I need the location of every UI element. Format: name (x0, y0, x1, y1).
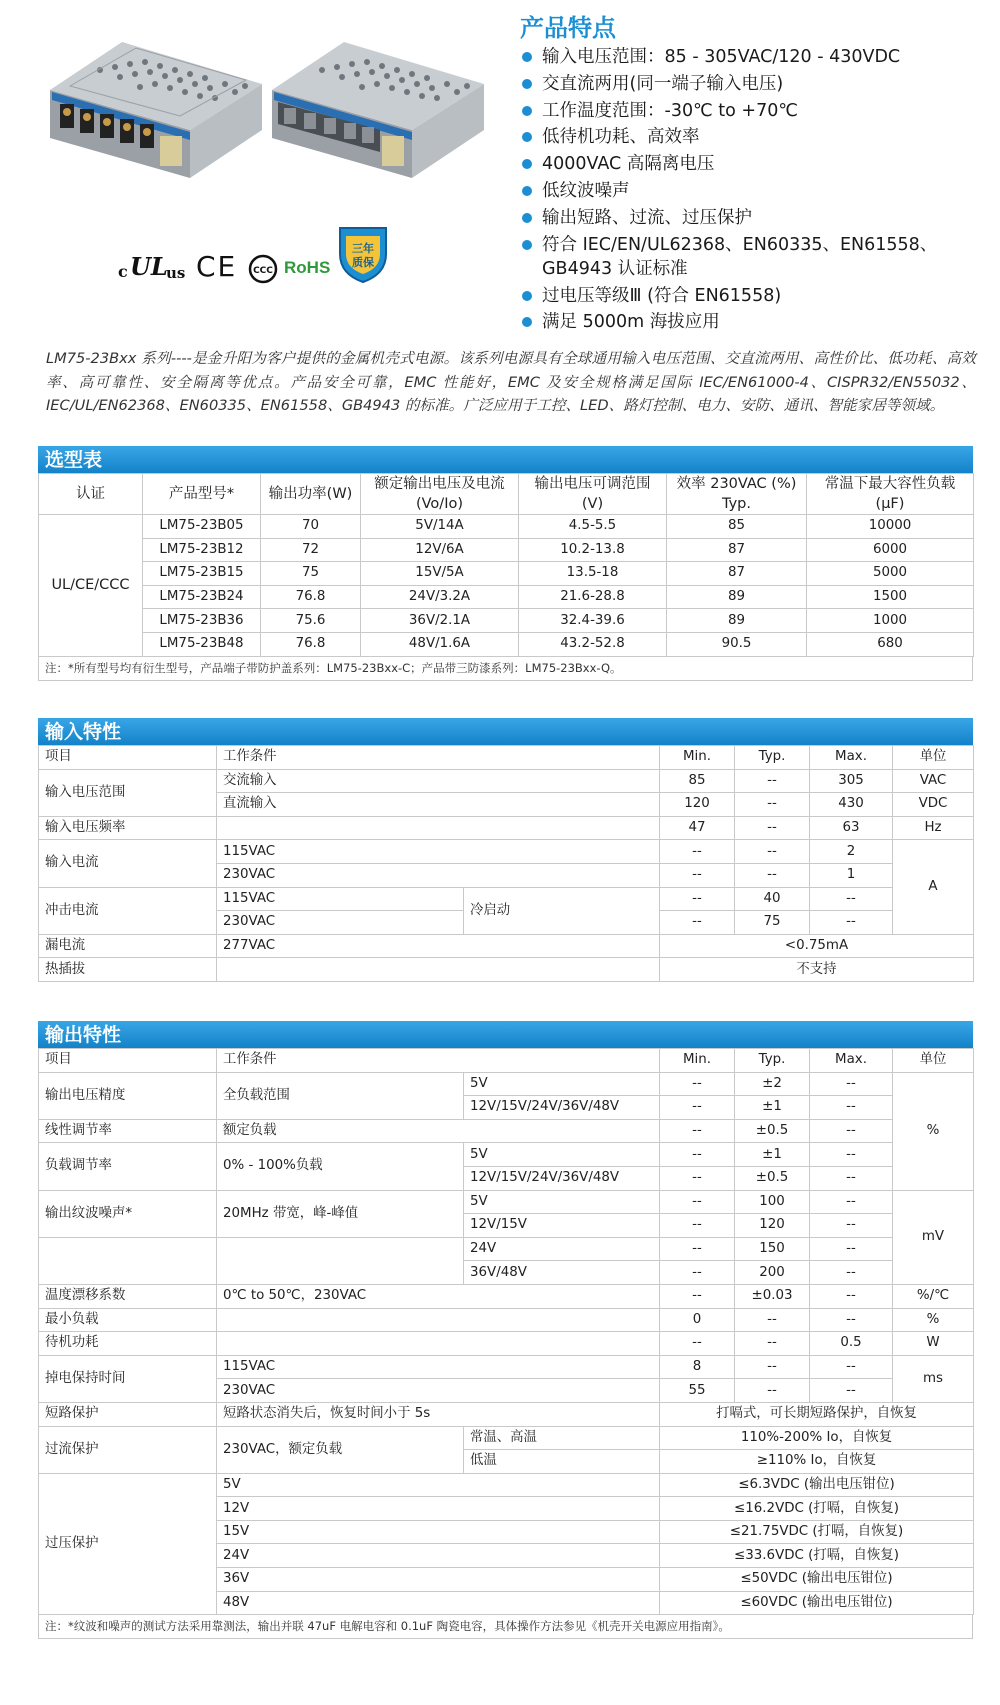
value-cell: ≤6.3VDC (输出电压钳位) (660, 1473, 974, 1497)
item-label: 线性调节率 (39, 1119, 217, 1143)
vo-io-cell: 48V/1.6A (361, 632, 519, 656)
item-label: 输入电压频率 (39, 816, 217, 840)
typ-cell: -- (735, 1355, 810, 1379)
typ-cell: ±2 (735, 1072, 810, 1096)
max-cell: -- (810, 1119, 893, 1143)
condition-cell: 全负载范围 (217, 1072, 464, 1119)
sub-condition-cell: 36V/48V (464, 1261, 660, 1285)
value-cell: ≤60VDC (输出电压钳位) (660, 1591, 974, 1615)
max-cell: -- (810, 1072, 893, 1096)
min-cell: -- (660, 1119, 735, 1143)
vo-io-cell: 5V/14A (361, 515, 519, 539)
efficiency-cell: 89 (667, 609, 807, 633)
item-label: 过压保护 (39, 1473, 217, 1615)
feature-item (520, 205, 990, 232)
power-cell: 72 (261, 538, 361, 562)
sub-condition-cell: 12V/15V/24V/36V/48V (464, 1096, 660, 1120)
header-max: Max. (810, 746, 893, 770)
typ-cell: -- (735, 1308, 810, 1332)
bullet-icon (522, 79, 532, 89)
min-cell: -- (660, 1332, 735, 1356)
selection-note: 注：*所有型号均有衍生型号，产品端子带防护盖系列：LM75-23Bxx-C；产品带三防漆系列：LM75-23Bxx-Q。 (38, 657, 973, 681)
vo-io-cell: 15V/5A (361, 562, 519, 586)
bullet-icon (522, 291, 532, 301)
condition-cell: 短路状态消失后，恢复时间小于 5s (217, 1402, 660, 1426)
min-cell: 0 (660, 1308, 735, 1332)
efficiency-cell: 85 (667, 515, 807, 539)
min-cell: -- (660, 863, 735, 887)
cap-load-cell: 680 (807, 632, 974, 656)
feature-text: 交直流两用(同一端子输入电压) (542, 73, 784, 94)
input-section (38, 718, 973, 982)
efficiency-cell: 87 (667, 538, 807, 562)
typ-cell: ±0.5 (735, 1166, 810, 1190)
features-title: 产品特点 (520, 14, 616, 42)
item-label: 掉电保持时间 (39, 1355, 217, 1402)
max-cell: -- (810, 1284, 893, 1308)
max-cell: 63 (810, 816, 893, 840)
table-row (39, 562, 974, 586)
min-cell: -- (660, 1143, 735, 1167)
sub-condition-cell: 常温、高温 (464, 1426, 660, 1450)
model-cell: LM75-23B48 (143, 632, 261, 656)
range-cell: 10.2-13.8 (519, 538, 667, 562)
max-cell: -- (810, 1214, 893, 1238)
feature-item (520, 44, 990, 71)
max-cell: 1 (810, 863, 893, 887)
bullet-icon (522, 213, 532, 223)
typ-cell: -- (735, 863, 810, 887)
unit-cell: %/℃ (893, 1284, 974, 1308)
max-cell: 430 (810, 793, 893, 817)
output-note: 注：*纹波和噪声的测试方法采用靠测法，输出并联 47uF 电解电容和 0.1uF 陶瓷电容，具体操作方法参见《机壳开关电源应用指南》。 (38, 1615, 973, 1639)
bullet-icon (522, 159, 532, 169)
table-row (39, 934, 974, 958)
typ-cell: -- (735, 1332, 810, 1356)
ul-mark: UL (130, 252, 168, 281)
sub-condition-cell: 12V/15V (464, 1214, 660, 1238)
item-label: 冲击电流 (39, 887, 217, 934)
feature-text: 工作温度范围：-30℃ to +70℃ (542, 100, 799, 121)
output-section (38, 1021, 973, 1639)
table-row (39, 515, 974, 539)
min-cell: -- (660, 1190, 735, 1214)
range-cell: 13.5-18 (519, 562, 667, 586)
max-cell: -- (810, 1379, 893, 1403)
vo-io-cell: 36V/2.1A (361, 609, 519, 633)
table-row (39, 1119, 974, 1143)
output-title: 输出特性 (38, 1021, 973, 1048)
header-efficiency: 效率 230VAC (%) Typ. (667, 474, 807, 515)
feature-item (520, 309, 990, 336)
ccc-logo (248, 254, 278, 284)
condition-cell: 115VAC (217, 887, 464, 911)
table-row (39, 1473, 974, 1497)
unit-cell: mV (893, 1190, 974, 1284)
typ-cell: 75 (735, 911, 810, 935)
feature-text: 符合 IEC/EN/UL62368、EN60335、EN61558、GB4943 认证标准 (542, 234, 938, 279)
min-cell: 8 (660, 1355, 735, 1379)
model-cell: LM75-23B15 (143, 562, 261, 586)
feature-text: 4000VAC 高隔离电压 (542, 154, 715, 175)
bullet-icon (522, 317, 532, 327)
min-cell: -- (660, 911, 735, 935)
item-label: 短路保护 (39, 1402, 217, 1426)
value-cell: 不支持 (660, 958, 974, 982)
condition-cell: 交流输入 (217, 769, 660, 793)
condition-cell: 15V (217, 1520, 660, 1544)
feature-text: 过电压等级Ⅲ (符合 EN61558) (542, 285, 782, 306)
product-image-covered-terminals (262, 12, 490, 182)
unit-cell: VDC (893, 793, 974, 817)
typ-cell: 40 (735, 887, 810, 911)
features-list (520, 44, 990, 336)
value-cell: ≤21.75VDC (打嗝，自恢复) (660, 1520, 974, 1544)
feature-text: 满足 5000m 海拔应用 (542, 312, 720, 333)
table-row (39, 1237, 974, 1261)
item-label: 输入电流 (39, 840, 217, 887)
condition-cell: 36V (217, 1568, 660, 1592)
header-min: Min. (660, 746, 735, 770)
min-cell: -- (660, 1214, 735, 1238)
selection-section (38, 446, 973, 681)
cap-load-cell: 6000 (807, 538, 974, 562)
item-label: 过流保护 (39, 1426, 217, 1473)
cap-load-cell: 5000 (807, 562, 974, 586)
condition-cell: 24V (217, 1544, 660, 1568)
condition-cell: 12V (217, 1497, 660, 1521)
range-cell: 4.5-5.5 (519, 515, 667, 539)
condition-cell: 230VAC (217, 1379, 660, 1403)
table-row (39, 1426, 974, 1450)
typ-cell: ±0.03 (735, 1284, 810, 1308)
condition-cell: 230VAC，额定负载 (217, 1426, 464, 1473)
typ-cell: -- (735, 1379, 810, 1403)
condition-cell: 额定负载 (217, 1119, 660, 1143)
min-cell: 120 (660, 793, 735, 817)
typ-cell: 200 (735, 1261, 810, 1285)
table-row (39, 1332, 974, 1356)
table-row (39, 609, 974, 633)
condition-cell: 20MHz 带宽，峰-峰值 (217, 1190, 464, 1237)
min-cell: -- (660, 1261, 735, 1285)
value-cell: ≤50VDC (输出电压钳位) (660, 1568, 974, 1592)
header-max: Max. (810, 1049, 893, 1073)
header-cap-load: 常温下最大容性负载 (µF) (807, 474, 974, 515)
bullet-icon (522, 52, 532, 62)
ul-logo (118, 252, 188, 284)
unit-cell: % (893, 1308, 974, 1332)
condition-cell (217, 1237, 464, 1284)
condition-cell: 48V (217, 1591, 660, 1615)
table-row (39, 585, 974, 609)
item-label: 负载调节率 (39, 1143, 217, 1190)
header-model: 产品型号* (143, 474, 261, 515)
condition-cell (217, 1332, 660, 1356)
max-cell: -- (810, 1143, 893, 1167)
feature-text: 低纹波噪声 (542, 180, 630, 201)
item-label: 温度漂移系数 (39, 1284, 217, 1308)
max-cell: -- (810, 1261, 893, 1285)
header-cert: 认证 (39, 474, 143, 515)
efficiency-cell: 87 (667, 562, 807, 586)
efficiency-cell: 89 (667, 585, 807, 609)
table-row (39, 769, 974, 793)
max-cell: -- (810, 1355, 893, 1379)
condition-cell (217, 1308, 660, 1332)
item-label: 热插拔 (39, 958, 217, 982)
condition-cell: 0℃ to 50℃，230VAC (217, 1284, 660, 1308)
table-row (39, 840, 974, 864)
input-table (38, 745, 974, 982)
model-cell: LM75-23B12 (143, 538, 261, 562)
header-item: 项目 (39, 746, 217, 770)
table-row (39, 816, 974, 840)
min-cell: -- (660, 1237, 735, 1261)
efficiency-cell: 90.5 (667, 632, 807, 656)
typ-cell: -- (735, 840, 810, 864)
max-cell: -- (810, 1166, 893, 1190)
table-row (39, 958, 974, 982)
header-typ: Typ. (735, 746, 810, 770)
ul-c-mark: c (118, 262, 128, 281)
typ-cell: ±1 (735, 1143, 810, 1167)
table-row (39, 1402, 974, 1426)
bullet-icon (522, 186, 532, 196)
feature-item (520, 151, 990, 178)
unit-cell: A (893, 840, 974, 934)
range-cell: 43.2-52.8 (519, 632, 667, 656)
table-row (39, 1190, 974, 1214)
min-cell: -- (660, 1284, 735, 1308)
unit-cell: % (893, 1072, 974, 1190)
warranty-badge-bottom: 质保 (352, 256, 374, 269)
table-row (39, 1308, 974, 1332)
warranty-badge-top: 三年 (352, 242, 374, 255)
value-cell: <0.75mA (660, 934, 974, 958)
product-image-open-terminals (40, 12, 268, 182)
max-cell: -- (810, 1237, 893, 1261)
min-cell: -- (660, 1072, 735, 1096)
condition-cell: 0% - 100%负载 (217, 1143, 464, 1190)
typ-cell: 100 (735, 1190, 810, 1214)
max-cell: -- (810, 1308, 893, 1332)
feature-item (520, 232, 990, 283)
cert-cell: UL/CE/CCC (39, 515, 143, 657)
header-voltage-current: 额定输出电压及电流 (Vo/Io) (361, 474, 519, 515)
output-table (38, 1048, 974, 1615)
header-condition: 工作条件 (217, 746, 660, 770)
feature-item (520, 124, 990, 151)
table-row (39, 1355, 974, 1379)
item-label (39, 1237, 217, 1284)
feature-item (520, 98, 990, 125)
condition-cell: 230VAC (217, 911, 464, 935)
unit-cell: W (893, 1332, 974, 1356)
max-cell: 0.5 (810, 1332, 893, 1356)
model-cell: LM75-23B24 (143, 585, 261, 609)
header-min: Min. (660, 1049, 735, 1073)
ccc-logo-text: CCC (253, 266, 273, 276)
bullet-icon (522, 106, 532, 116)
max-cell: 2 (810, 840, 893, 864)
feature-text: 输出短路、过流、过压保护 (542, 207, 752, 228)
item-label: 输出电压精度 (39, 1072, 217, 1119)
header-adjust-range: 输出电压可调范围 (V) (519, 474, 667, 515)
condition-mode-cell: 冷启动 (464, 887, 660, 934)
condition-cell: 230VAC (217, 863, 660, 887)
min-cell: 47 (660, 816, 735, 840)
condition-cell: 5V (217, 1473, 660, 1497)
min-cell: -- (660, 1096, 735, 1120)
typ-cell: -- (735, 816, 810, 840)
value-cell: 110%-200% Io，自恢复 (660, 1426, 974, 1450)
value-cell: ≤33.6VDC (打嗝，自恢复) (660, 1544, 974, 1568)
vo-io-cell: 12V/6A (361, 538, 519, 562)
table-row (39, 1143, 974, 1167)
model-cell: LM75-23B36 (143, 609, 261, 633)
typ-cell: -- (735, 769, 810, 793)
range-cell: 21.6-28.8 (519, 585, 667, 609)
min-cell: -- (660, 840, 735, 864)
selection-table (38, 473, 974, 657)
table-row (39, 1284, 974, 1308)
bullet-icon (522, 240, 532, 250)
cap-load-cell: 10000 (807, 515, 974, 539)
ul-us-mark: us (166, 264, 186, 282)
feature-text: 低待机功耗、高效率 (542, 127, 700, 148)
condition-cell: 277VAC (217, 934, 660, 958)
header-power: 输出功率(W) (261, 474, 361, 515)
item-label: 漏电流 (39, 934, 217, 958)
min-cell: 55 (660, 1379, 735, 1403)
cap-load-cell: 1000 (807, 609, 974, 633)
value-cell: ≥110% Io，自恢复 (660, 1450, 974, 1474)
max-cell: -- (810, 1096, 893, 1120)
power-cell: 70 (261, 515, 361, 539)
table-row (39, 1072, 974, 1096)
sub-condition-cell: 低温 (464, 1450, 660, 1474)
vo-io-cell: 24V/3.2A (361, 585, 519, 609)
sub-condition-cell: 5V (464, 1190, 660, 1214)
header-unit: 单位 (893, 1049, 974, 1073)
sub-condition-cell: 5V (464, 1143, 660, 1167)
selection-title: 选型表 (38, 446, 973, 473)
min-cell: 85 (660, 769, 735, 793)
header-unit: 单位 (893, 746, 974, 770)
condition-cell: 115VAC (217, 1355, 660, 1379)
ce-logo: CE (196, 250, 238, 283)
sub-condition-cell: 24V (464, 1237, 660, 1261)
max-cell: -- (810, 911, 893, 935)
typ-cell: 120 (735, 1214, 810, 1238)
power-cell: 76.8 (261, 585, 361, 609)
cap-load-cell: 1500 (807, 585, 974, 609)
condition-cell: 115VAC (217, 840, 660, 864)
item-label: 输出纹波噪声* (39, 1190, 217, 1237)
table-row (39, 632, 974, 656)
sub-condition-cell: 12V/15V/24V/36V/48V (464, 1166, 660, 1190)
typ-cell: ±0.5 (735, 1119, 810, 1143)
range-cell: 32.4-39.6 (519, 609, 667, 633)
power-cell: 75 (261, 562, 361, 586)
typ-cell: ±1 (735, 1096, 810, 1120)
table-header-row (39, 1049, 974, 1073)
rohs-logo: RoHS (284, 258, 331, 277)
power-cell: 76.8 (261, 632, 361, 656)
feature-item (520, 283, 990, 310)
min-cell: -- (660, 1166, 735, 1190)
feature-text: 输入电压范围：85 - 305VAC/120 - 430VDC (542, 47, 901, 67)
product-description: LM75-23Bxx 系列----是金升阳为客户提供的金属机壳式电源。该系列电源具有全球通用输入电压范围、交直流两用、高性价比、低功耗、高效率、高可靠性、安全隔离等优点。产品安全可靠，EMC 性能好，EMC 及安全规格满足国际 IEC/EN61000-4、CISPR32/EN55032、IEC/UL/EN62368、EN60335、EN61558、GB4943 的标准。广泛应用于工控、LED、路灯控制、电力、安防、通讯、智能家居等领域。 (46, 350, 976, 414)
cert-logos (118, 242, 438, 288)
condition-cell (217, 958, 660, 982)
sub-condition-cell: 5V (464, 1072, 660, 1096)
item-label: 待机功耗 (39, 1332, 217, 1356)
item-label: 输入电压范围 (39, 769, 217, 816)
warranty-badge (336, 224, 390, 284)
value-cell: ≤16.2VDC (打嗝，自恢复) (660, 1497, 974, 1521)
unit-cell: Hz (893, 816, 974, 840)
max-cell: 305 (810, 769, 893, 793)
bullet-icon (522, 132, 532, 142)
header-condition: 工作条件 (217, 1049, 660, 1073)
feature-item (520, 71, 990, 98)
header-typ: Typ. (735, 1049, 810, 1073)
table-row (39, 538, 974, 562)
feature-item (520, 178, 990, 205)
condition-cell (217, 816, 660, 840)
table-header-row (39, 474, 974, 515)
typ-cell: -- (735, 793, 810, 817)
header-item: 项目 (39, 1049, 217, 1073)
value-cell: 打嗝式，可长期短路保护，自恢复 (660, 1402, 974, 1426)
unit-cell: VAC (893, 769, 974, 793)
condition-cell: 直流输入 (217, 793, 660, 817)
model-cell: LM75-23B05 (143, 515, 261, 539)
table-row (39, 887, 974, 911)
max-cell: -- (810, 887, 893, 911)
typ-cell: 150 (735, 1237, 810, 1261)
unit-cell: ms (893, 1355, 974, 1402)
power-cell: 75.6 (261, 609, 361, 633)
item-label: 最小负载 (39, 1308, 217, 1332)
input-title: 输入特性 (38, 718, 973, 745)
max-cell: -- (810, 1190, 893, 1214)
table-header-row (39, 746, 974, 770)
min-cell: -- (660, 887, 735, 911)
